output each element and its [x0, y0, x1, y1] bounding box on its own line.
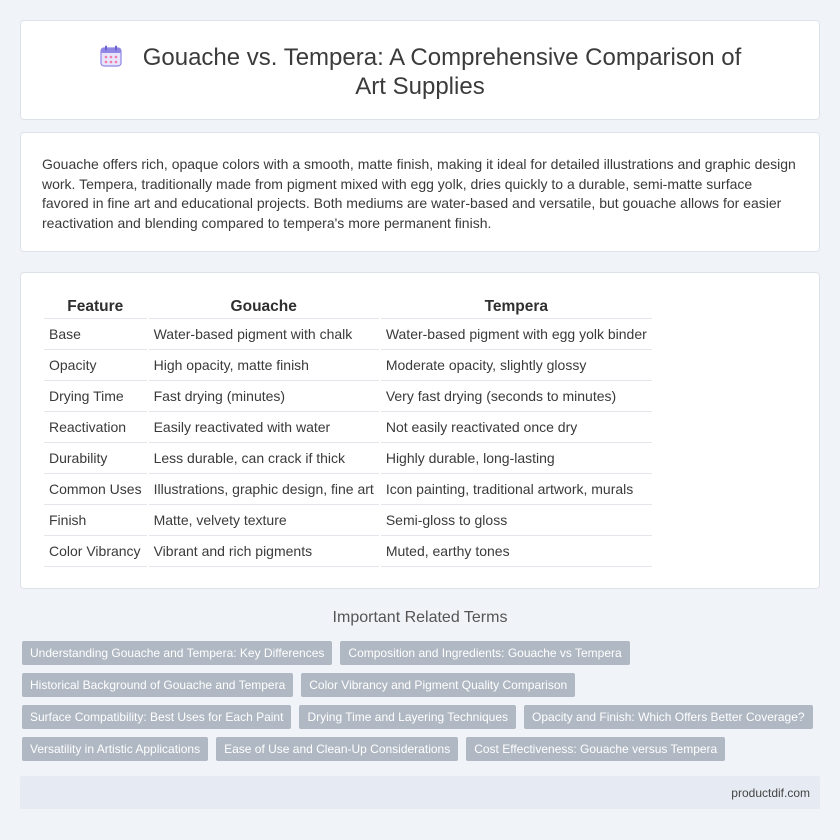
table-row	[44, 505, 652, 536]
column-header-gouache: Gouache	[149, 293, 379, 319]
intro-paragraph: Gouache offers rich, opaque colors with a smooth, matte finish, making it ideal for detailed illustrations and graphic design work. Tempera, traditionally made from pigment mixed with egg yolk, dries quickly to a durable, semi-matte surface favored in fine art and educational projects. Both mediums are water-based and versatile, but gouache allows for easier reactivation and blending compared to tempera's more permanent finish.	[42, 156, 796, 231]
cell-tempera: Muted, earthy tones	[381, 536, 652, 567]
tag-row	[22, 737, 822, 761]
cell-tempera: Moderate opacity, slightly glossy	[381, 350, 652, 381]
column-header-feature: Feature	[44, 293, 147, 319]
related-term-tag[interactable]: Historical Background of Gouache and Tempera	[22, 673, 293, 697]
related-terms-title: Important Related Terms	[332, 609, 508, 626]
cell-feature: Base	[44, 319, 147, 350]
related-term-tag[interactable]: Composition and Ingredients: Gouache vs Tempera	[340, 641, 629, 665]
comparison-card	[20, 272, 820, 589]
cell-gouache: Fast drying (minutes)	[149, 381, 379, 412]
cell-tempera: Highly durable, long-lasting	[381, 443, 652, 474]
cell-gouache: Less durable, can crack if thick	[149, 443, 379, 474]
cell-feature: Drying Time	[44, 381, 147, 412]
related-term-tag[interactable]: Cost Effectiveness: Gouache versus Tempera	[466, 737, 725, 761]
cell-tempera: Not easily reactivated once dry	[381, 412, 652, 443]
table-row	[44, 474, 652, 505]
table-row	[44, 536, 652, 567]
cell-gouache: Vibrant and rich pigments	[149, 536, 379, 567]
cell-gouache: Illustrations, graphic design, fine art	[149, 474, 379, 505]
cell-feature: Durability	[44, 443, 147, 474]
related-terms-list	[22, 641, 822, 769]
cell-gouache: Easily reactivated with water	[149, 412, 379, 443]
footer-site-name: productdif.com	[731, 786, 810, 800]
page-title-text: Gouache vs. Tempera: A Comprehensive Comparison of Art Supplies	[142, 44, 742, 100]
related-term-tag[interactable]: Color Vibrancy and Pigment Quality Comparison	[301, 673, 575, 697]
cell-feature: Reactivation	[44, 412, 147, 443]
footer	[20, 776, 820, 809]
cell-tempera: Semi-gloss to gloss	[381, 505, 652, 536]
table-row	[44, 319, 652, 350]
cell-feature: Color Vibrancy	[44, 536, 147, 567]
page-title	[21, 43, 819, 101]
related-term-tag[interactable]: Opacity and Finish: Which Offers Better Coverage?	[524, 705, 813, 729]
related-term-tag[interactable]: Surface Compatibility: Best Uses for Each Paint	[22, 705, 291, 729]
table-row	[44, 412, 652, 443]
cell-gouache: High opacity, matte finish	[149, 350, 379, 381]
tag-row	[22, 673, 822, 697]
related-term-tag[interactable]: Versatility in Artistic Applications	[22, 737, 208, 761]
tag-row	[22, 705, 822, 729]
column-header-tempera: Tempera	[381, 293, 652, 319]
related-term-tag[interactable]: Drying Time and Layering Techniques	[299, 705, 516, 729]
table-header-row	[44, 293, 652, 319]
comparison-table	[42, 293, 654, 567]
cell-feature: Finish	[44, 505, 147, 536]
table-row	[44, 381, 652, 412]
cell-tempera: Very fast drying (seconds to minutes)	[381, 381, 652, 412]
related-term-tag[interactable]: Understanding Gouache and Tempera: Key Differences	[22, 641, 332, 665]
header-card	[20, 20, 820, 120]
tag-row	[22, 641, 822, 665]
cell-feature: Opacity	[44, 350, 147, 381]
intro-card	[20, 132, 820, 252]
calendar-icon	[99, 44, 123, 68]
cell-feature: Common Uses	[44, 474, 147, 505]
cell-gouache: Water-based pigment with chalk	[149, 319, 379, 350]
related-term-tag[interactable]: Ease of Use and Clean-Up Considerations	[216, 737, 458, 761]
cell-gouache: Matte, velvety texture	[149, 505, 379, 536]
table-row	[44, 443, 652, 474]
cell-tempera: Icon painting, traditional artwork, murals	[381, 474, 652, 505]
table-row	[44, 350, 652, 381]
cell-tempera: Water-based pigment with egg yolk binder	[381, 319, 652, 350]
